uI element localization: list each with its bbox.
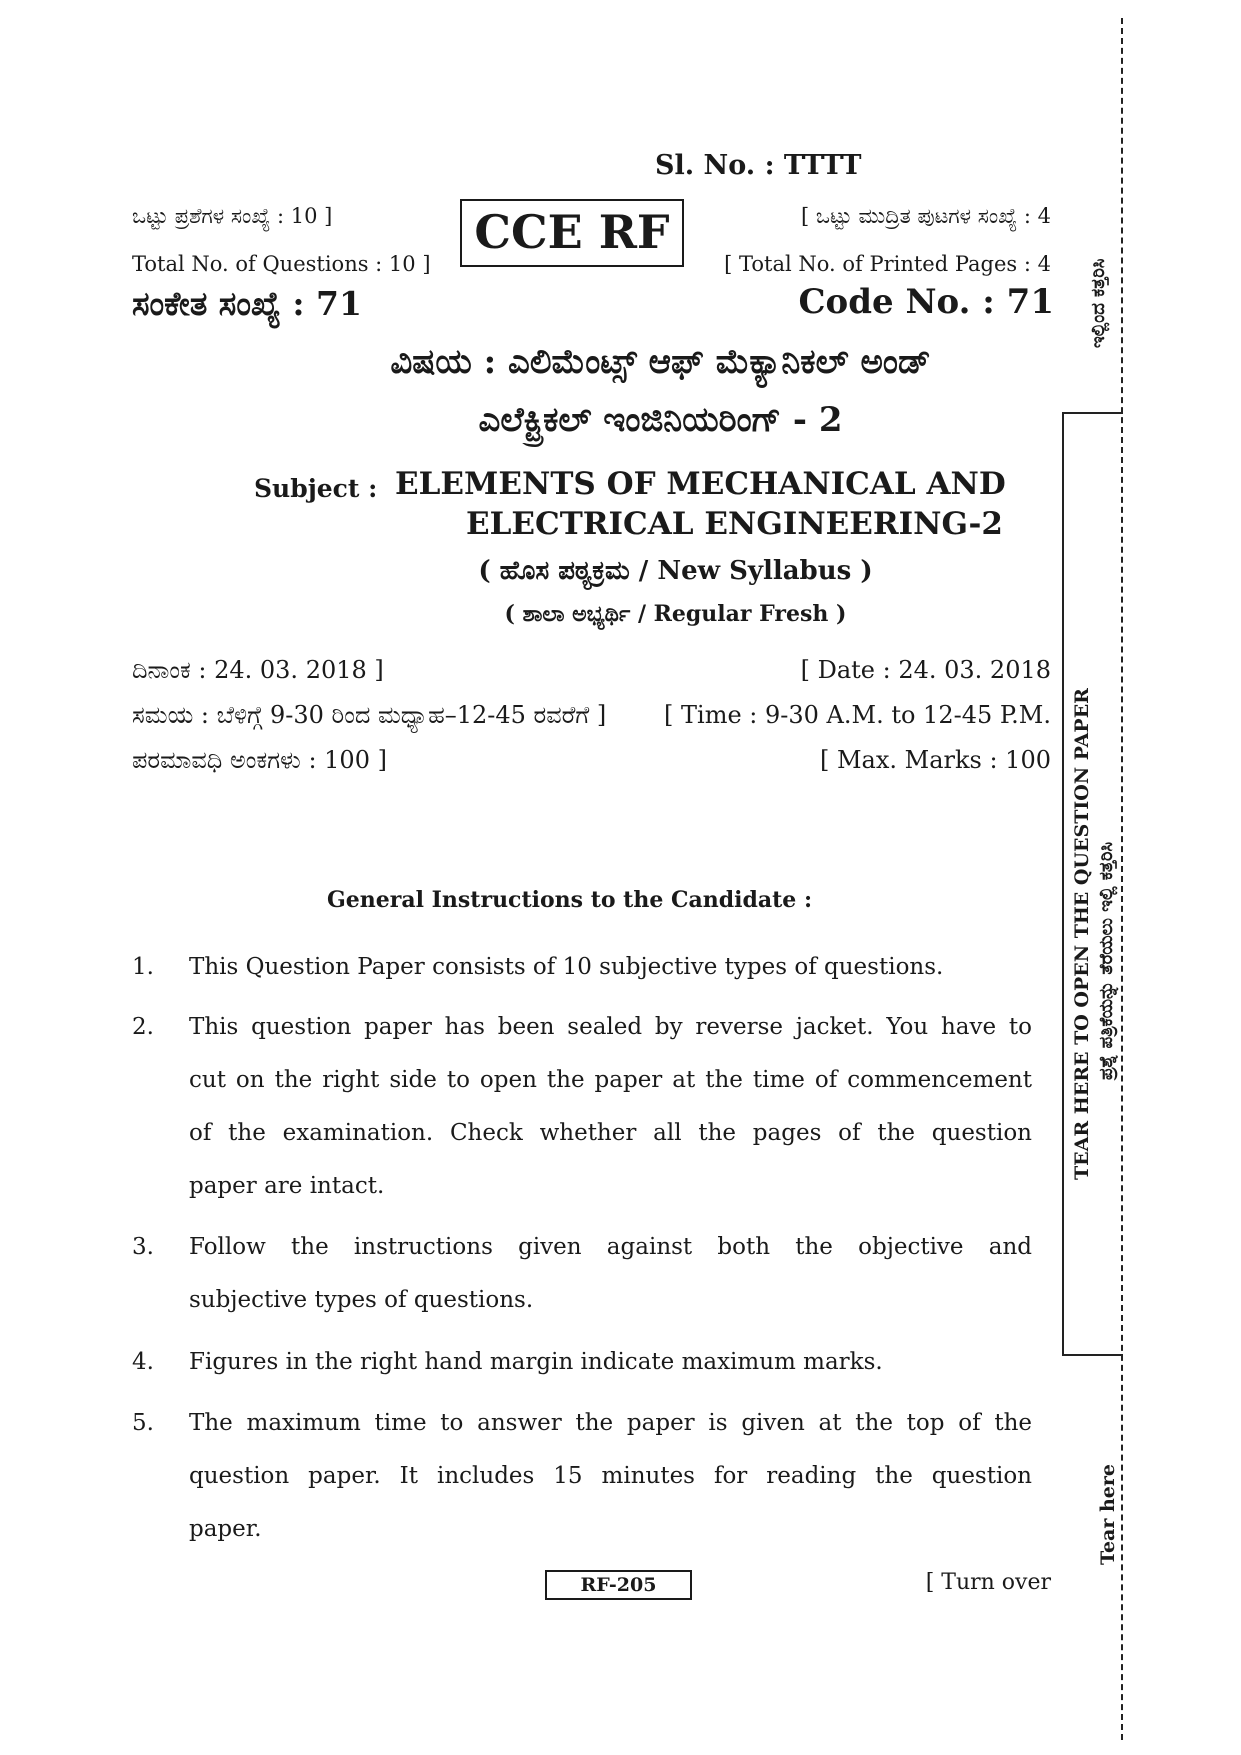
instruction-line: Figures in the right hand margin indicate maximum marks. (189, 1349, 883, 1375)
tear-instruction-kn: ಪ್ರಶ್ನೆ ಪತ್ರಿಕೆಯನ್ನು ತೆರೆಯಲು ಇಲ್ಲಿ ಕತ್ತರಿಸಿ (1096, 841, 1117, 1080)
instruction-line: This Question Paper consists of 10 subjective types of questions. (189, 954, 944, 980)
tear-instruction-en: TEAR HERE TO OPEN THE QUESTION PAPER (1071, 688, 1093, 1180)
instruction-number: 4. (132, 1349, 154, 1375)
instructions-heading: General Instructions to the Candidate : (327, 887, 813, 913)
footer-code-box: RF-205 (545, 1570, 692, 1600)
en-pages-count: [ Total No. of Printed Pages : 4 (724, 252, 1051, 276)
subject-title-line-2: ELECTRICAL ENGINEERING-2 (466, 506, 1003, 542)
subject-title-line-1: ELEMENTS OF MECHANICAL AND (395, 466, 1006, 502)
kn-max-marks: ಪರಮಾವಧಿ ಅಂಕಗಳು : 100 ] (132, 746, 387, 774)
paper-code-box: CCE RF (460, 199, 684, 267)
turn-over-label: [ Turn over (925, 1570, 1051, 1595)
instruction-number: 1. (132, 954, 154, 980)
instruction-number: 2. (132, 1014, 154, 1040)
instruction-line: The maximum time to answer the paper is given at the top of the (189, 1410, 1032, 1436)
instruction-line: Follow the instructions given against both the objective and (189, 1234, 1032, 1260)
instruction-line: cut on the right side to open the paper at the time of commencement (189, 1067, 1032, 1093)
kn-code-number: ಸಂಕೇತ ಸಂಖ್ಯೆ : 71 (132, 284, 362, 323)
en-max-marks: [ Max. Marks : 100 (819, 746, 1051, 774)
instruction-number: 3. (132, 1234, 154, 1260)
instruction-number: 5. (132, 1410, 154, 1436)
kn-pages-count: [ ಒಟ್ಟು ಮುದ್ರಿತ ಪುಟಗಳ ಸಂಖ್ಯೆ : 4 (800, 204, 1051, 228)
instruction-line: question paper. It includes 15 minutes for reading the question (189, 1463, 1032, 1489)
en-exam-time: [ Time : 9-30 A.M. to 12-45 P.M. (664, 701, 1051, 729)
subject-label: Subject : (254, 474, 378, 503)
kn-subject-line-2: ಎಲೆಕ್ಟ್ರಿಕಲ್ ಇಂಜಿನಿಯರಿಂಗ್ - 2 (478, 400, 843, 440)
en-code-number: Code No. : 71 (798, 282, 1054, 322)
kn-subject-line-1: ವಿಷಯ : ಎಲಿಮೆಂಟ್ಸ್ ಆಫ್ ಮೆಕ್ಯಾನಿಕಲ್ ಅಂಡ್ (390, 342, 931, 382)
kn-exam-time: ಸಮಯ : ಬೆಳಿಗ್ಗೆ 9-30 ರಿಂದ ಮಧ್ಯಾಹ–12-45 ರವರೆಗೆ ] (132, 701, 607, 729)
en-question-count: Total No. of Questions : 10 ] (132, 252, 431, 276)
syllabus-label: ( ಹೊಸ ಪಠ್ಯಕ್ರಮ / New Syllabus ) (478, 556, 873, 586)
instruction-line: of the examination. Check whether all the pages of the question (189, 1120, 1032, 1146)
instruction-line: paper are intact. (189, 1173, 385, 1199)
kn-question-count: ಒಟ್ಟು ಪ್ರಶೆಗಳ ಸಂಖ್ಯೆ : 10 ] (132, 204, 333, 228)
kn-exam-date: ದಿನಾಂಕ : 24. 03. 2018 ] (132, 656, 384, 684)
serial-number: Sl. No. : TTTT (655, 150, 862, 181)
candidate-type-label: ( ಶಾಲಾ ಅಭ್ಯರ್ಥಿ / Regular Fresh ) (504, 601, 847, 627)
instruction-line: This question paper has been sealed by reverse jacket. You have to (189, 1014, 1032, 1040)
en-exam-date: [ Date : 24. 03. 2018 (800, 656, 1051, 684)
tear-here-label: Tear here (1097, 1464, 1119, 1565)
instruction-line: paper. (189, 1516, 262, 1542)
instruction-line: subjective types of questions. (189, 1287, 534, 1313)
tear-top-kn-label: ಇಲ್ಲಿಂದ ಕತ್ತರಿಸಿ (1088, 258, 1109, 348)
